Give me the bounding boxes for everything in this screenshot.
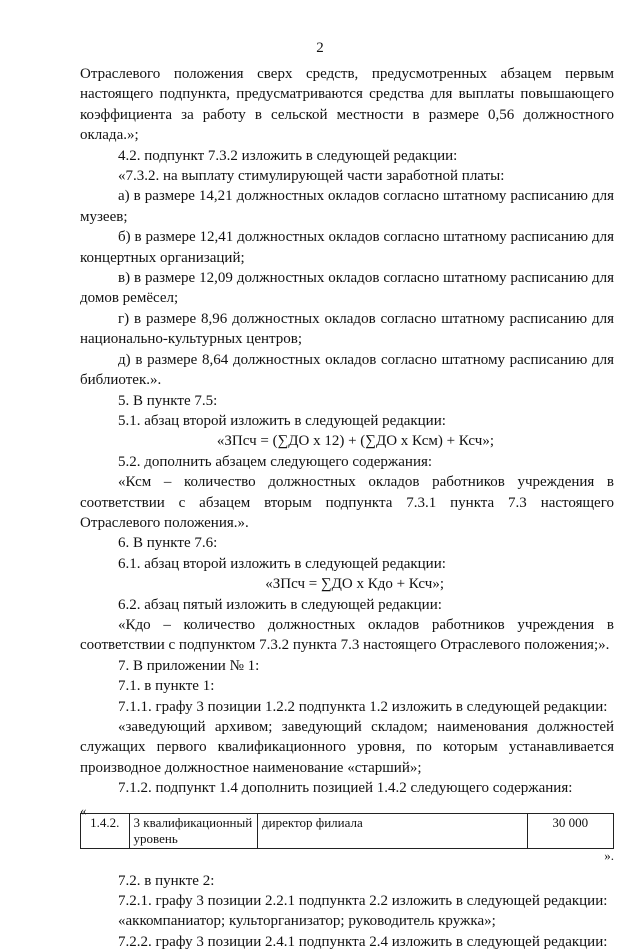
paragraph: 6.1. абзац второй изложить в следующей редакции: xyxy=(118,555,446,572)
paragraph: 7.1.2. подпункт 1.4 дополнить позицией 1.4.2 следующего содержания: xyxy=(118,780,573,797)
paragraph: 7.1. в пункте 1: xyxy=(118,678,215,695)
paragraph: «аккомпаниатор; культорганизатор; руководитель кружка»; xyxy=(118,913,496,930)
paragraph: 6. В пункте 7.6: xyxy=(118,535,218,552)
paragraph: 7.2.1. графу 3 позиции 2.2.1 подпункта 2.2 изложить в следующей редакции: xyxy=(118,893,608,910)
paragraph: 7.2. в пункте 2: xyxy=(118,872,215,889)
paragraph: «7.3.2. на выплату стимулирующей части заработной платы: xyxy=(118,168,505,185)
table-cell-salary: 30 000 xyxy=(527,813,613,848)
paragraph: г) в размере 8,96 должностных окладов согласно штатному расписанию для национально-культурных центров; xyxy=(80,310,614,348)
paragraph: 7.2.2. графу 3 позиции 2.4.1 подпункта 2.4 изложить в следующей редакции: xyxy=(118,933,608,950)
table-cell-position: директор филиала xyxy=(258,813,528,848)
paragraph: 7. В приложении № 1: xyxy=(118,657,260,674)
table-cell-level: 3 квалификационный уровень xyxy=(129,813,258,848)
position-table xyxy=(80,813,614,849)
table-row xyxy=(81,813,614,848)
paragraph: б) в размере 12,41 должностных окладов согласно штатному расписанию для концертных организаций; xyxy=(80,229,614,266)
table-cell-code: 1.4.2. xyxy=(81,813,130,848)
formula: «ЗПсч = ∑ДО х Кдо + Ксч»; xyxy=(265,576,444,593)
close-quote: ». xyxy=(604,847,614,863)
paragraph: Отраслевого положения сверх средств, предусмотренных абзацем первым настоящего подпункта, предусматриваются средства для выплаты повышающего коэффициента за работу в сельской местности в размере 0,56 должностного оклада.»; xyxy=(80,66,614,144)
paragraph: «заведующий архивом; заведующий складом; наименования должностей служащих первого квалификационного уровня, по которым устанавливается производное должностное наименование «старший»; xyxy=(80,719,614,776)
paragraph: а) в размере 14,21 должностных окладов согласно штатному расписанию для музеев; xyxy=(80,188,614,225)
formula: «ЗПсч = (∑ДО х 12) + (∑ДО х Ксм) + Ксч»; xyxy=(216,433,494,450)
paragraph: 4.2. подпункт 7.3.2 изложить в следующей редакции: xyxy=(118,147,458,164)
paragraph: 7.1.1. графу 3 позиции 1.2.2 подпункта 1.2 изложить в следующей редакции: xyxy=(118,698,608,715)
paragraph: 5. В пункте 7.5: xyxy=(118,392,218,409)
document-body xyxy=(80,64,614,952)
paragraph: 5.1. абзац второй изложить в следующей редакции: xyxy=(118,412,446,429)
paragraph: 6.2. абзац пятый изложить в следующей редакции: xyxy=(118,596,442,613)
paragraph: «Кдо – количество должностных окладов работников учреждения в соответствии с подпунктом 7.3.2 пункта 7.3 настоящего Отраслевого положения;». xyxy=(80,616,614,654)
paragraph: «Ксм – количество должностных окладов работников учреждения в соответствии с абзацем вторым подпункта 7.3.1 пункта 7.3 настоящего Отраслевого положения.». xyxy=(80,474,614,531)
paragraph: д) в размере 8,64 должностных окладов согласно штатному расписанию для библиотек.». xyxy=(80,351,614,389)
page-number: 2 xyxy=(316,40,324,56)
paragraph: в) в размере 12,09 должностных окладов согласно штатному расписанию для домов ремёсел; xyxy=(80,270,614,307)
open-quote: « xyxy=(80,802,87,818)
paragraph: 5.2. дополнить абзацем следующего содержания: xyxy=(118,453,433,470)
